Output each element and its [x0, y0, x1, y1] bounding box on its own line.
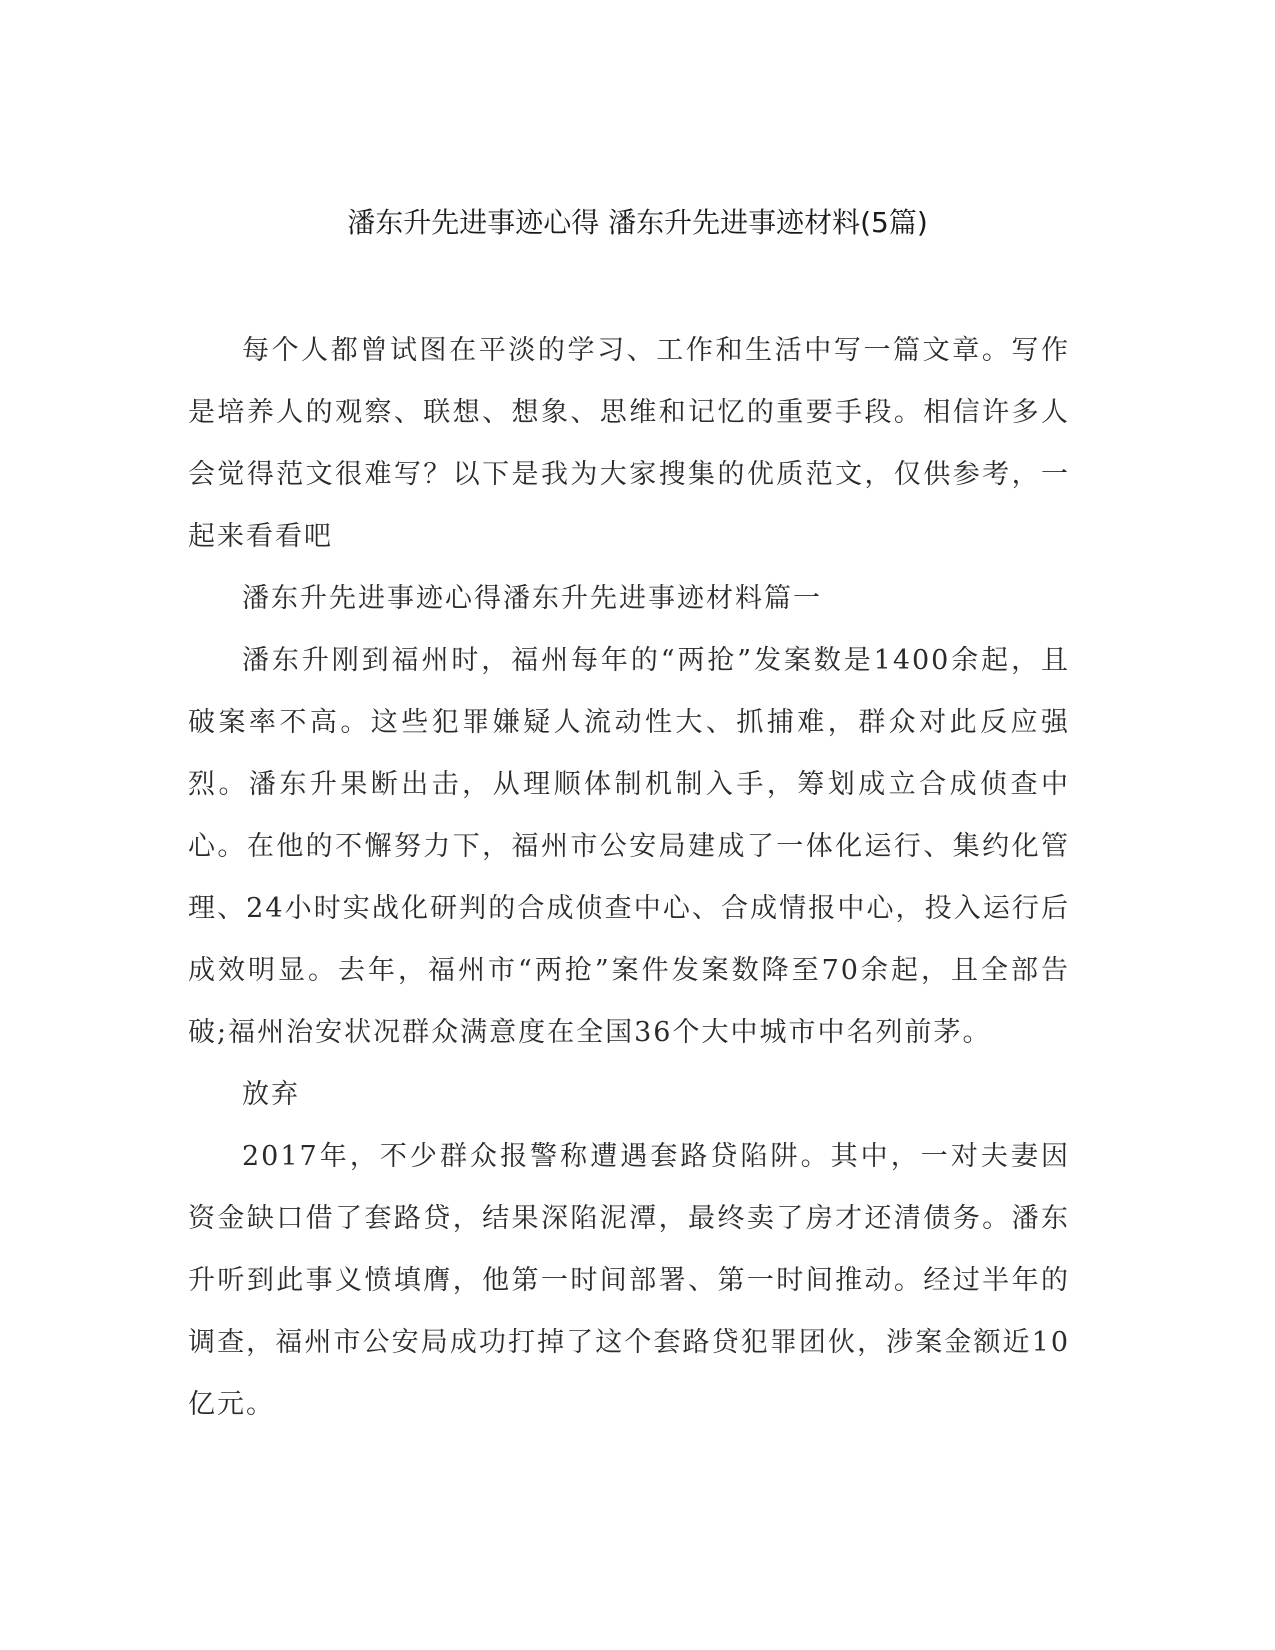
body-paragraph-1: 潘东升刚到福州时，福州每年的“两抢”发案数是1400余起，且破案率不高。这些犯罪嫌疑人流动性大、抓捕难，群众对此反应强烈。潘东升果断出击，从理顺体制机制入手，筹划成立合成侦查中心。在他的不懈努力下，福州市公安局建成了一体化运行、集约化管理、24小时实战化研判的合成侦查中心、合成情报中心，投入运行后成效明显。去年，福州市“两抢”案件发案数降至70余起，且全部告破;福州治安状况群众满意度在全国36个大中城市中名列前茅。 — [188, 645, 1070, 1048]
document-body — [188, 320, 1070, 1436]
document-title: 潘东升先进事迹心得 潘东升先进事迹材料(5篇) — [347, 206, 928, 239]
intro-paragraph: 每个人都曾试图在平淡的学习、工作和生活中写一篇文章。写作是培养人的观察、联想、想象、思维和记忆的重要手段。相信许多人会觉得范文很难写？以下是我为大家搜集的优质范文，仅供参考，一起来看看吧 — [188, 335, 1070, 552]
subheading-give-up: 放弃 — [242, 1079, 300, 1110]
section-heading-1: 潘东升先进事迹心得潘东升先进事迹材料篇一 — [242, 583, 822, 614]
body-paragraph-2: 2017年，不少群众报警称遭遇套路贷陷阱。其中，一对夫妻因资金缺口借了套路贷，结果深陷泥潭，最终卖了房才还清债务。潘东升听到此事义愤填膺，他第一时间部署、第一时间推动。经过半年的调查，福州市公安局成功打掉了这个套路贷犯罪团伙，涉案金额近10亿元。 — [188, 1141, 1070, 1420]
